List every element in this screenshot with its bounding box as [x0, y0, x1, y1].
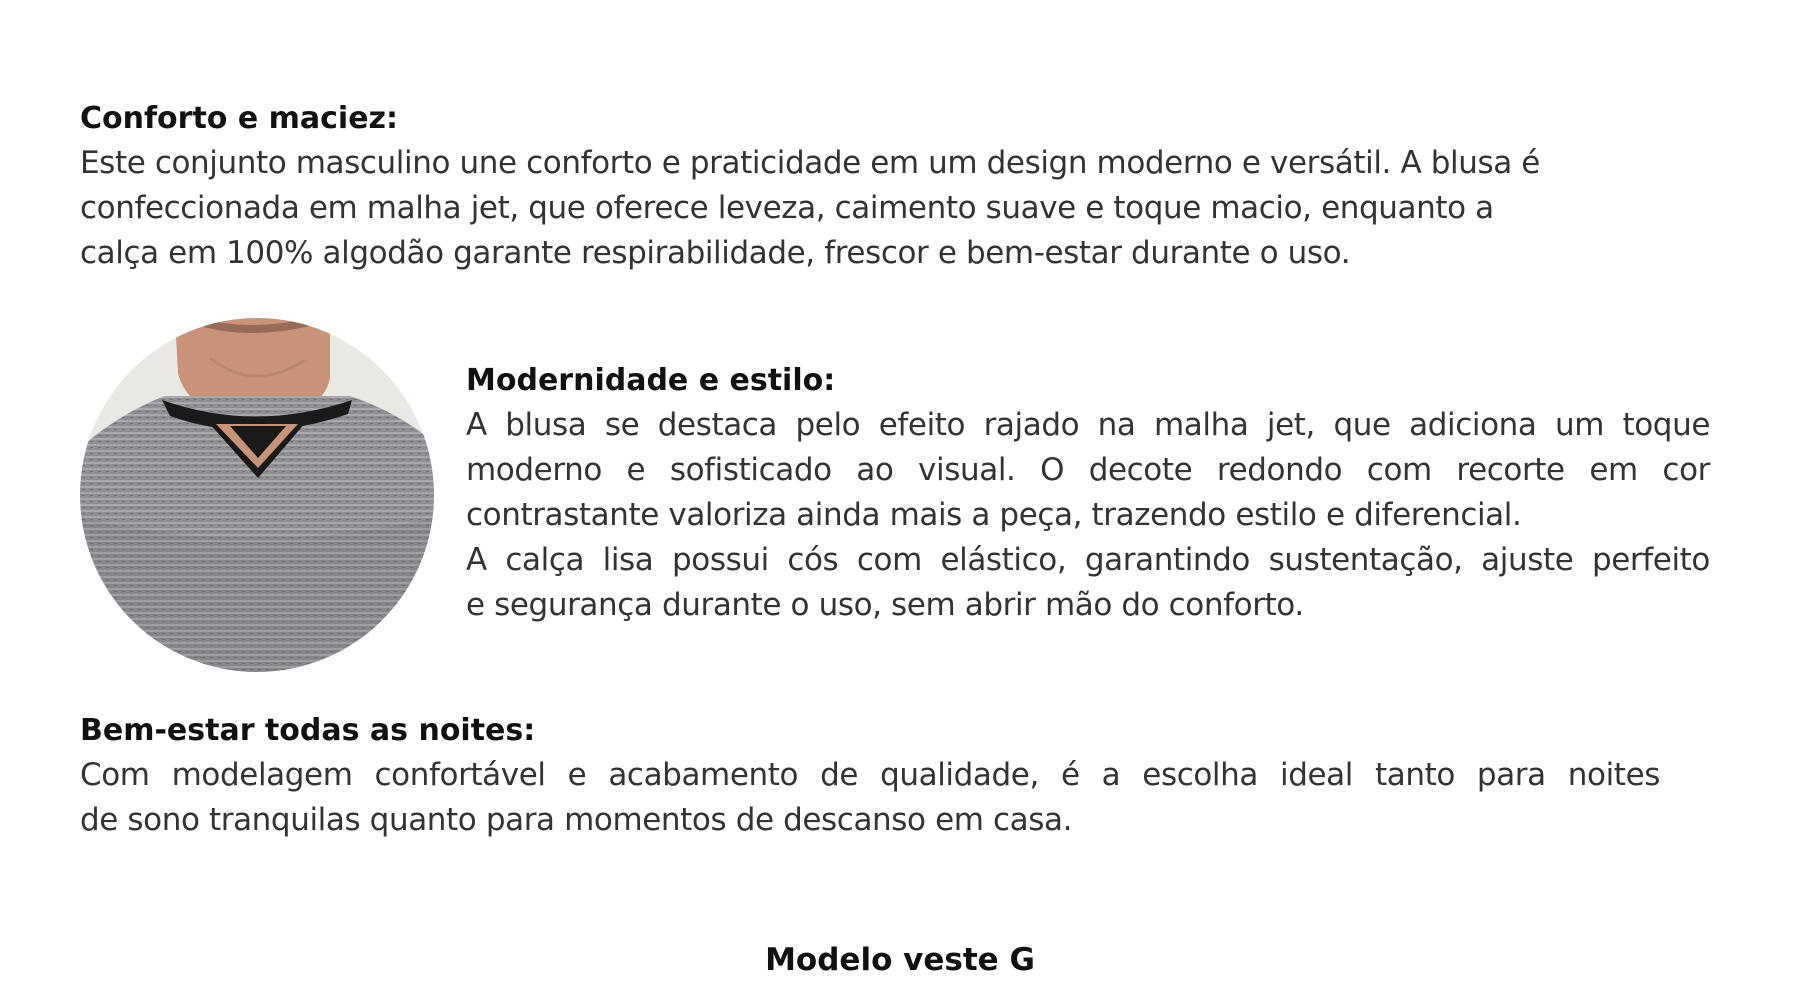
paragraph-line: moderno e sofisticado ao visual. O decote redondo com recorte em cor [466, 452, 1710, 488]
section-paragraph [80, 753, 1660, 843]
section-heading: Modernidade e estilo: [466, 363, 836, 398]
section-conforto [80, 96, 1640, 276]
section-paragraph [80, 141, 1640, 276]
paragraph-line: A calça lisa possui cós com elástico, garantindo sustentação, ajuste perfeito [466, 542, 1710, 578]
paragraph-line: Com modelagem confortável e acabamento de qualidade, é a escolha ideal tanto para noites [80, 757, 1660, 793]
paragraph-line: de sono tranquilas quanto para momentos de descanso em casa. [80, 802, 1073, 838]
section-heading: Conforto e maciez: [80, 101, 399, 136]
paragraph-line: confeccionada em malha jet, que oferece leveza, caimento suave e toque macio, enquanto a [80, 190, 1494, 226]
paragraph-line: e segurança durante o uso, sem abrir mão do conforto. [466, 587, 1304, 623]
section-heading: Bem-estar todas as noites: [80, 713, 536, 748]
model-shirt-collar-photo-icon [80, 318, 434, 672]
section-modernidade [466, 358, 1710, 628]
paragraph-line: Este conjunto masculino une conforto e praticidade em um design moderno e versátil. A blusa é [80, 145, 1540, 181]
model-photo [80, 318, 434, 672]
paragraph-line: A blusa se destaca pelo efeito rajado na malha jet, que adiciona um toque [466, 407, 1710, 443]
section-bem-estar [80, 708, 1660, 843]
paragraph-line: calça em 100% algodão garante respirabilidade, frescor e bem-estar durante o uso. [80, 235, 1351, 271]
model-size-caption: Modelo veste G [765, 942, 1035, 978]
section-paragraph [466, 403, 1710, 628]
paragraph-line: contrastante valoriza ainda mais a peça, trazendo estilo e diferencial. [466, 497, 1522, 533]
